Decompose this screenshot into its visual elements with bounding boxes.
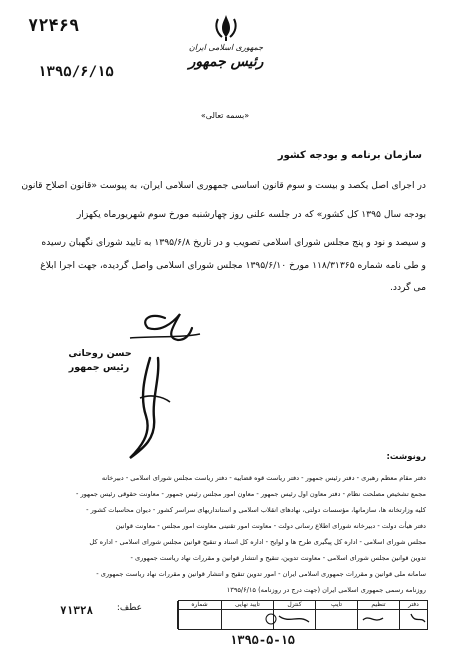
- body-line-2: بودجه سال ۱۳۹۵ کل کشور» که در جلسه علنی روز چهارشنبه مورخ سوم شهریورماه یکهزار: [76, 209, 426, 220]
- body-line-5: می گردد.: [389, 282, 426, 293]
- body-line-4: و طی نامه شماره ۱۱۸/۳۱۳۶۵ مورخ ۱۳۹۵/۶/۱۰ مجلس شورای اسلامی واصل گردیده، جهت اجرا ابلاغ: [40, 260, 426, 271]
- cc-line-7: سامانه ملی قوانین و مقررات جمهوری اسلامی ایران - امور تدوین تنقیح و انتشار قوانین و مقررات نهاد ریاست جمهوری -: [96, 570, 426, 578]
- document-number: ۷۲۴۶۹: [28, 16, 80, 36]
- table-cell-typing: تایپ: [315, 601, 357, 629]
- table-cell-approval: تایید نهایی: [221, 601, 273, 629]
- cc-line-2: مجمع تشخیص مصلحت نظام - دفتر معاون اول رئیس جمهور - معاون امور مجلس رئیس جمهور - معاونت حقوقی رئیس جمهور -: [75, 490, 426, 498]
- footer-ref-number: ۷۱۳۲۸: [60, 604, 94, 617]
- stamp-date: ۱۳۹۵-۵-۱۵: [230, 633, 296, 647]
- table-cell-draft: تنظیم: [357, 601, 399, 629]
- signatory-name: حسن روحانی: [68, 348, 132, 359]
- signatory-title: رئیس جمهور: [68, 362, 130, 373]
- cc-line-5: مجلس شورای اسلامی - اداره کل پیگیری طرح ها و لوایح - اداره کل اسناد و تنقیح قوانین مجلس شورای اسلامی - اداره کل: [89, 538, 426, 546]
- table-cell-office: دفتر: [399, 601, 427, 629]
- cc-line-3: کلیه وزارتخانه ها، سازمانها، مؤسسات دولتی، نهادهای انقلاب اسلامی و استانداریهای سراسر کشور - دیوان محاسبات کشور -: [86, 506, 426, 514]
- cc-line-1: دفتر مقام معظم رهبری - دفتر رئیس جمهور - دفتر ریاست قوه قضاییه - دفتر ریاست مجلس شورای اسلامی - دبیرخانه: [101, 474, 426, 482]
- document-date: ۱۳۹۵/۶/۱۵: [38, 64, 114, 80]
- addressee-org: سازمان برنامه و بودجه کشور: [277, 150, 422, 161]
- iran-emblem-icon: [214, 14, 238, 42]
- handwritten-signature: [110, 298, 210, 464]
- footer-ref-label: عطف:: [116, 603, 142, 613]
- footer-tracking-table: [178, 600, 428, 630]
- initials-marks: [179, 610, 429, 630]
- body-line-3: و سیصد و نود و پنج مجلس شورای اسلامی تصویب و در تاریخ ۱۳۹۵/۶/۸ به تایید شورای نگهبان رسیده: [41, 237, 426, 248]
- table-cell-check: کنترل: [273, 601, 315, 629]
- cc-heading: رونوشت:: [386, 452, 426, 462]
- cc-line-8: روزنامه رسمی جمهوری اسلامی ایران (جهت درج در روزنامه) ۱۳۹۵/۶/۱۵: [226, 586, 426, 594]
- table-cell-number: شماره: [177, 601, 221, 629]
- office-line: رئیس جمهور: [188, 54, 264, 70]
- basmala: «بسمه تعالی»: [200, 111, 250, 120]
- org-line: جمهوری اسلامی ایران: [188, 43, 264, 52]
- cc-line-4: دفتر هیأت دولت - دبیرخانه شورای اطلاع رسانی دولت - معاونت امور تقنینی معاونت امور مجلس - معاونت قوانین: [115, 522, 426, 530]
- cc-line-6: تدوین قوانین مجلس شورای اسلامی - معاونت تدوین، تنقیح و انتشار قوانین و مقررات نهاد ریاست جمهوری -: [130, 554, 426, 562]
- body-line-1: در اجرای اصل یکصد و بیست و سوم قانون اساسی جمهوری اسلامی ایران، به پیوست «قانون اصلاح قانون: [21, 180, 426, 191]
